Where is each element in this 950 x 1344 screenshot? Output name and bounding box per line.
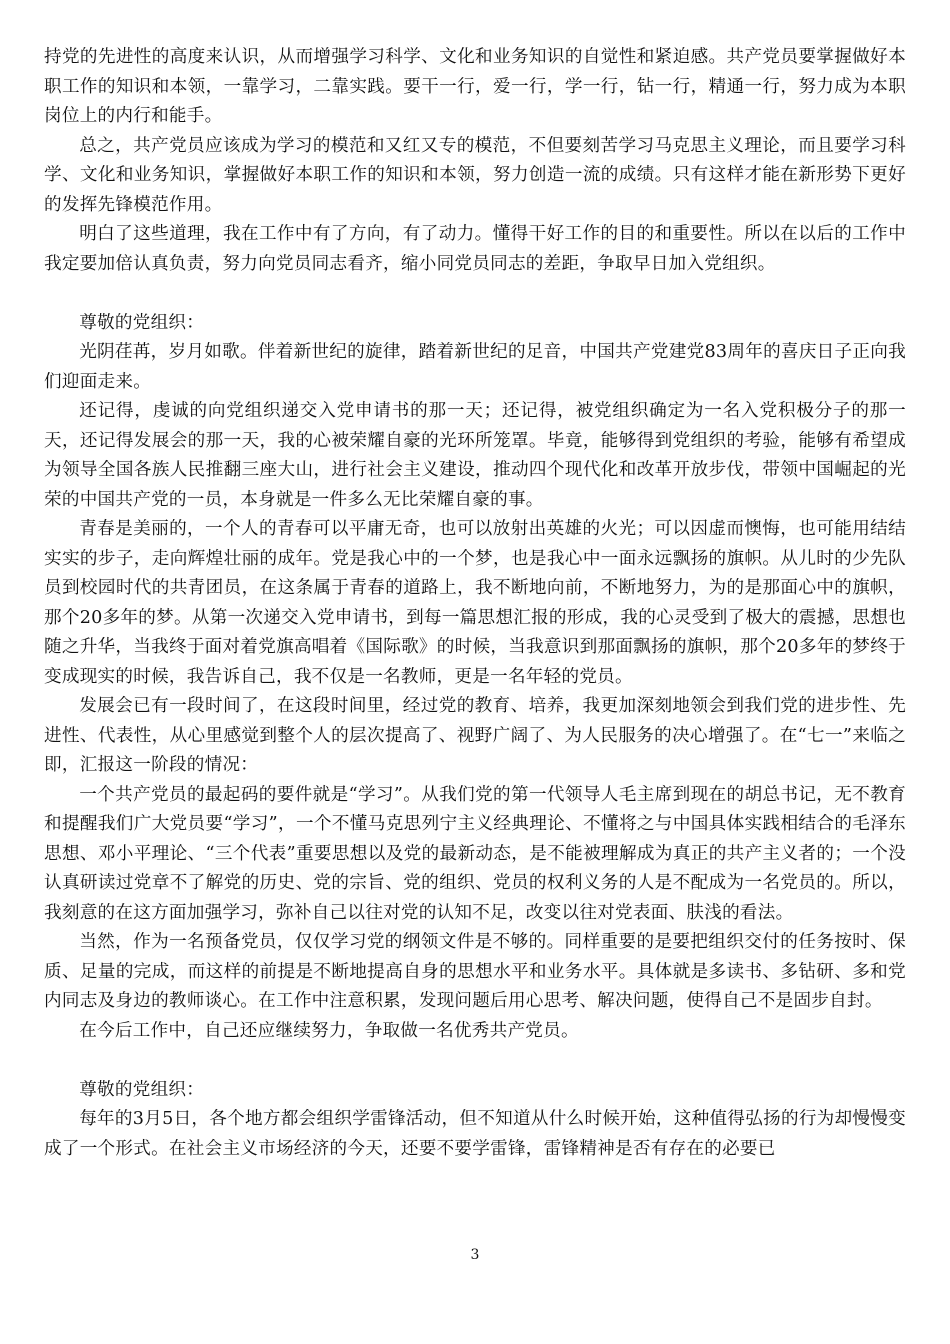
paragraph: 每年的3月5日，各个地方都会组织学雷锋活动，但不知道从什么时候开始，这种值得弘扬的行为却慢慢变成了一个形式。在社会主义市场经济的今天，还要不要学雷锋，雷锋精神是否有存在的必要已 xyxy=(44,1109,906,1159)
blank-line xyxy=(44,1046,906,1076)
salutation: 尊敬的党组织： xyxy=(79,1079,205,1100)
salutation: 尊敬的党组织： xyxy=(79,312,205,333)
paragraph: 一个共产党员的最起码的要件就是“学习”。从我们党的第一代领导人毛主席到现在的胡总书记，无不教育和提醒我们广大党员要“学习”，一个不懂马克思列宁主义经典理论、不懂将之与中国具体实践相结合的毛泽东思想、邓小平理论、“三个代表”重要思想以及党的最新动态，是不能被理解成为真正的共产主义者的；一个没认真研读过党章不了解党的历史、党的宗旨、党的组织、党员的权利义务的人是不配成为一名党员的。所以，我刻意的在这方面加强学习，弥补自己以往对党的认知不足，改变以往对党表面、肤浅的看法。 xyxy=(44,784,906,923)
paragraph: 在今后工作中，自己还应继续努力，争取做一名优秀共产党员。 xyxy=(79,1020,579,1041)
paragraph: 明白了这些道理，我在工作中有了方向，有了动力。懂得干好工作的目的和重要性。所以在以后的工作中我定要加倍认真负责，努力向党员同志看齐，缩小同党员同志的差距，争取早日加入党组织。 xyxy=(44,224,906,274)
paragraph: 光阴荏苒，岁月如歌。伴着新世纪的旋律，踏着新世纪的足音，中国共产党建党83周年的喜庆日子正向我们迎面走来。 xyxy=(44,342,906,392)
document-body xyxy=(44,43,906,1164)
paragraph: 青春是美丽的，一个人的青春可以平庸无奇，也可以放射出英雄的火光；可以因虚而懊悔，也可能用结结实实的步子，走向辉煌壮丽的成年。党是我心中的一个梦，也是我心中一面永远飘扬的旗帜。从儿时的少先队员到校园时代的共青团员，在这条属于青春的道路上，我不断地向前，不断地努力，为的是那面心中的旗帜，那个20多年的梦。从第一次递交入党申请书，到每一篇思想汇报的形成，我的心灵受到了极大的震撼，思想也随之升华，当我终于面对着党旗高唱着《国际歌》的时候，当我意识到那面飘扬的旗帜，那个20多年的梦终于变成现实的时候，我告诉自己，我不仅是一名教师，更是一名年轻的党员。 xyxy=(44,519,906,687)
paragraph: 还记得，虔诚的向党组织递交入党申请书的那一天；还记得，被党组织确定为一名入党积极分子的那一天，还记得发展会的那一天，我的心被荣耀自豪的光环所笼罩。毕竟，能够得到党组织的考验，能够有希望成为领导全国各族人民推翻三座大山，进行社会主义建设，推动四个现代化和改革开放步伐，带领中国崛起的光荣的中国共产党的一员，本身就是一件多么无比荣耀自豪的事。 xyxy=(44,401,906,510)
paragraph-continued: 持党的先进性的高度来认识，从而增强学习科学、文化和业务知识的自觉性和紧迫感。共产党员要掌握做好本职工作的知识和本领，一靠学习，二靠实践。要干一行，爱一行，学一行，钻一行，精通一行，努力成为本职岗位上的内行和能手。 xyxy=(44,47,906,126)
paragraph: 发展会已有一段时间了，在这段时间里，经过党的教育、培养，我更加深刻地领会到我们党的进步性、先进性、代表性，从心里感觉到整个人的层次提高了、视野广阔了、为人民服务的决心增强了。在“七一”来临之即，汇报这一阶段的情况： xyxy=(44,696,906,775)
paragraph: 当然，作为一名预备党员，仅仅学习党的纲领文件是不够的。同样重要的是要把组织交付的任务按时、保质、足量的完成，而这样的前提是不断地提高自身的思想水平和业务水平。具体就是多读书、多钻研、多和党内同志及身边的教师谈心。在工作中注意积累，发现问题后用心思考、解决问题，使得自己不是固步自封。 xyxy=(44,932,906,1011)
page-number: 3 xyxy=(470,1247,480,1263)
paragraph: 总之，共产党员应该成为学习的模范和又红又专的模范，不但要刻苦学习马克思主义理论，而且要学习科学、文化和业务知识，掌握做好本职工作的知识和本领，努力创造一流的成绩。只有这样才能在新形势下更好的发挥先锋模范作用。 xyxy=(44,135,906,215)
blank-line xyxy=(44,279,906,309)
